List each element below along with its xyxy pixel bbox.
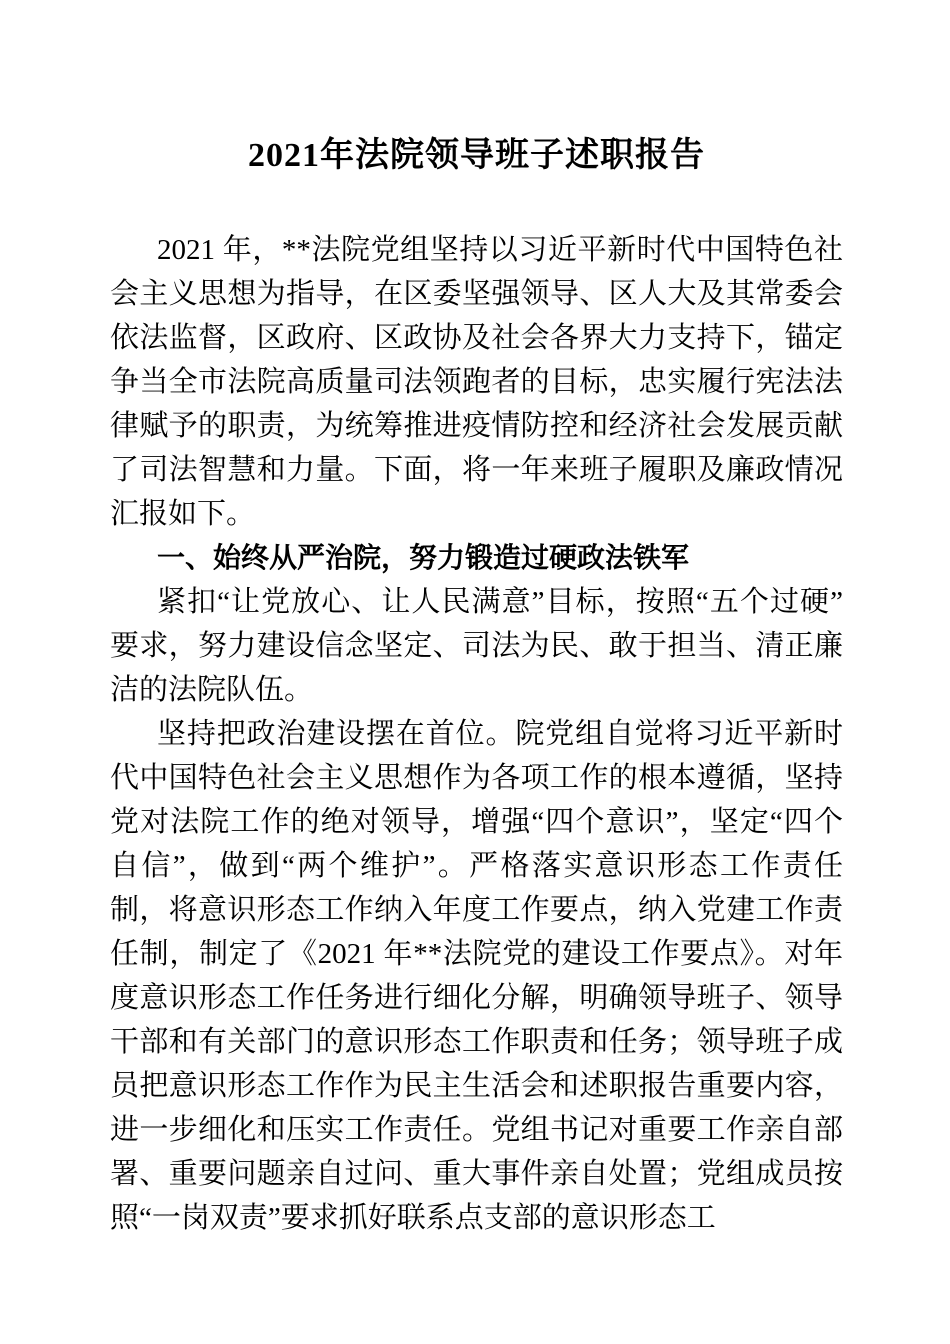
document-title: 2021年法院领导班子述职报告 <box>248 137 705 174</box>
section-heading-1: 一、始终从严治院，努力锻造过硬政法铁军 <box>157 542 690 573</box>
paragraph-intro: 2021 年，**法院党组坚持以习近平新时代中国特色社会主义思想为指导，在区委坚强领导、区人大及其常委会依法监督，区政府、区政协及社会各界大力支持下，锚定争当全市法院高质量司法领跑者的目标，忠实履行宪法法律赋予的职责，为统筹推进疫情防控和经济社会发展贡献了司法智慧和力量。下面，将一年来班子履职及廉政情况汇报如下。 <box>110 234 843 530</box>
paragraph-goals: 紧扣“让党放心、让人民满意”目标，按照“五个过硬”要求，努力建设信念坚定、司法为民、敢于担当、清正廉洁的法院队伍。 <box>110 586 843 706</box>
paragraph-political-construction: 坚持把政治建设摆在首位。院党组自觉将习近平新时代中国特色社会主义思想作为各项工作的根本遵循，坚持党对法院工作的绝对领导，增强“四个意识”，坚定“四个自信”，做到“两个维护”。严格落实意识形态工作责任制，将意识形态工作纳入年度工作要点，纳入党建工作责任制，制定了《2021 年**法院党的建设工作要点》。对年度意识形态工作任务进行细化分解，明确领导班子、领导干部和有关部门的意识形态工作职责和任务；领导班子成员把意识形态工作作为民主生活会和述职报告重要内容，进一步细化和压实工作责任。党组书记对重要工作亲自部署、重要问题亲自过问、重大事件亲自处置；党组成员按照“一岗双责”要求抓好联系点支部的意识形态工 <box>110 718 843 1234</box>
